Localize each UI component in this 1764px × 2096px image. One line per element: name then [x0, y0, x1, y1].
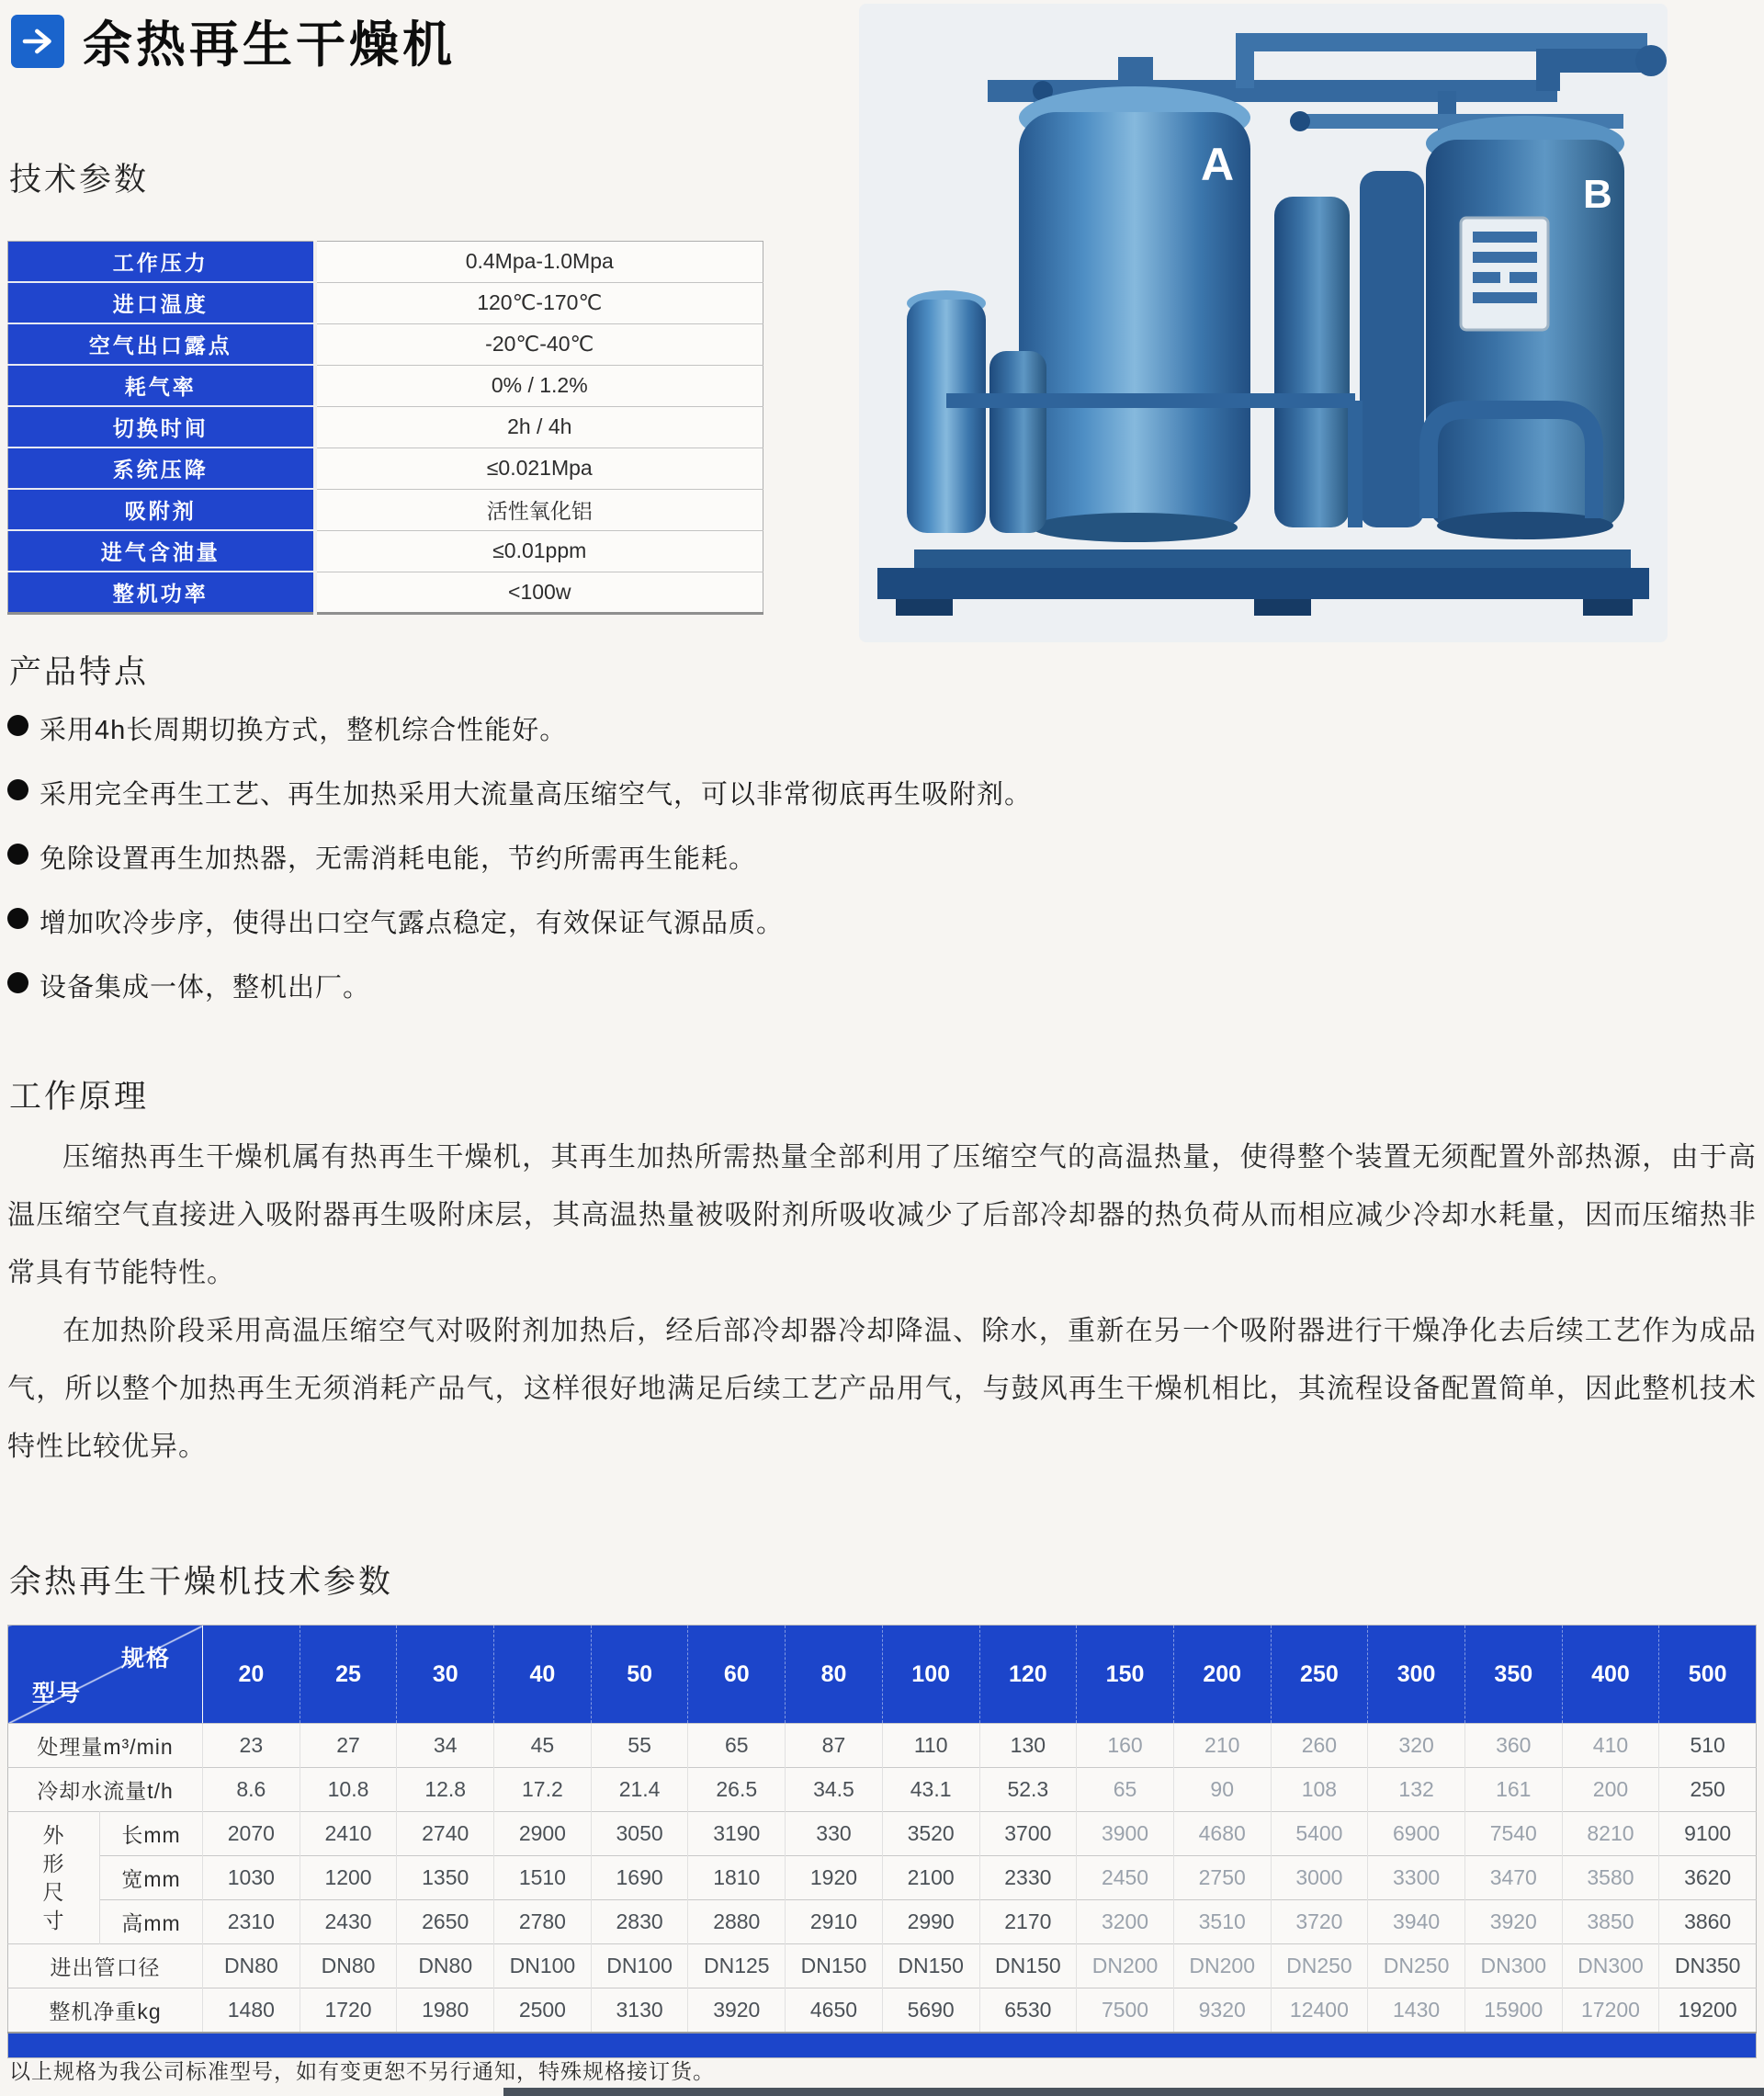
model-cell: 5690: [882, 1988, 979, 2034]
model-table-heading: 余热再生干燥机技术参数: [9, 1564, 394, 1600]
model-cell: 3720: [1271, 1900, 1368, 1944]
model-cell: 9100: [1659, 1812, 1757, 1856]
model-cell: 6900: [1368, 1812, 1465, 1856]
spec-row: [8, 406, 763, 448]
feature-text: 增加吹冷步序，使得出口空气露点稳定，有效保证气源品质。: [40, 909, 785, 938]
model-cell: 2780: [494, 1900, 592, 1944]
feature-text: 采用4h长周期切换方式，整机综合性能好。: [40, 716, 568, 745]
model-cell: 9320: [1173, 1988, 1271, 2034]
model-cell: 2880: [688, 1900, 786, 1944]
spec-value: 活性氧化铝: [315, 489, 763, 530]
model-cell: 2500: [494, 1988, 592, 2034]
model-cell: 26.5: [688, 1768, 786, 1812]
model-cell: 3620: [1659, 1856, 1757, 1900]
model-cell: 3700: [979, 1812, 1077, 1856]
model-cell: 330: [786, 1812, 883, 1856]
model-col-header: 60: [688, 1626, 786, 1724]
model-cell: 17200: [1562, 1988, 1659, 2034]
feature-item: [7, 709, 1753, 747]
tank-a-label: A: [1201, 139, 1235, 190]
bullet-icon: [7, 908, 28, 929]
model-col-header: 500: [1659, 1626, 1757, 1724]
model-cell: DN150: [882, 1944, 979, 1988]
spec-section-heading: 技术参数: [9, 162, 150, 198]
tank-a: [1019, 57, 1250, 542]
spec-value: <100w: [315, 572, 763, 614]
model-cell: 19200: [1659, 1988, 1757, 2034]
spec-row: [8, 323, 763, 365]
spec-label: 空气出口露点: [8, 323, 315, 365]
spec-value: ≤0.021Mpa: [315, 448, 763, 489]
model-cell: 3510: [1173, 1900, 1271, 1944]
tank-b-label: B: [1583, 172, 1612, 217]
model-cell: DN80: [203, 1944, 300, 1988]
model-cell: 3860: [1659, 1900, 1757, 1944]
model-cell: 2310: [203, 1900, 300, 1944]
model-col-header: 300: [1368, 1626, 1465, 1724]
corner-model-label: 型号: [32, 1681, 83, 1706]
model-cell: 2430: [300, 1900, 397, 1944]
feature-text: 设备集成一体，整机出厂。: [40, 973, 371, 1003]
model-cell: 160: [1077, 1724, 1174, 1768]
model-cell: DN200: [1173, 1944, 1271, 1988]
spec-value: -20℃-40℃: [315, 323, 763, 365]
model-col-header: 120: [979, 1626, 1077, 1724]
model-row-label: 高mm: [100, 1900, 203, 1944]
model-cell: 130: [979, 1724, 1077, 1768]
model-row-label: 处理量m³/min: [8, 1724, 203, 1768]
model-cell: 5400: [1271, 1812, 1368, 1856]
model-cell: 7540: [1464, 1812, 1562, 1856]
model-cell: DN250: [1368, 1944, 1465, 1988]
model-cell: 360: [1464, 1724, 1562, 1768]
model-cell: 27: [300, 1724, 397, 1768]
model-cell: 4650: [786, 1988, 883, 2034]
model-group-label: 外形尺寸: [8, 1812, 100, 1944]
model-cell: 43.1: [882, 1768, 979, 1812]
model-cell: DN80: [397, 1944, 494, 1988]
model-cell: 6530: [979, 1988, 1077, 2034]
principle-paragraph: 压缩热再生干燥机属有热再生干燥机，其再生加热所需热量全部利用了压缩空气的高温热量，使得整个装置无须配置外部热源，由于高温压缩空气直接进入吸附器再生吸附床层，其高温热量被吸附剂所吸收减少了后部冷却器的热负荷从而相应减少冷却水耗量，因而压缩热非常具有节能特性。: [7, 1142, 1757, 1288]
model-col-header: 80: [786, 1626, 883, 1724]
spec-value: 2h / 4h: [315, 406, 763, 448]
model-row-label: 长mm: [100, 1812, 203, 1856]
feature-item: [7, 838, 1753, 876]
model-cell: 510: [1659, 1724, 1757, 1768]
bullet-icon: [7, 715, 28, 736]
spec-row: [8, 365, 763, 406]
model-cell: DN100: [494, 1944, 592, 1988]
model-cell: 7500: [1077, 1988, 1174, 2034]
arrow-right-icon: [11, 15, 64, 68]
page-header: [11, 6, 456, 76]
model-cell: 34.5: [786, 1768, 883, 1812]
model-cell: 52.3: [979, 1768, 1077, 1812]
model-cell: 3940: [1368, 1900, 1465, 1944]
spec-value: ≤0.01ppm: [315, 530, 763, 572]
model-col-header: 25: [300, 1626, 397, 1724]
model-cell: 3850: [1562, 1900, 1659, 1944]
model-cell: 3580: [1562, 1856, 1659, 1900]
spec-row: [8, 530, 763, 572]
model-cell: 1030: [203, 1856, 300, 1900]
model-cell: 2410: [300, 1812, 397, 1856]
model-cell: 1430: [1368, 1988, 1465, 2034]
spec-row: [8, 572, 763, 614]
model-row-label: 宽mm: [100, 1856, 203, 1900]
features-list: [7, 709, 1753, 1031]
spec-value: 0.4Mpa-1.0Mpa: [315, 242, 763, 283]
model-cell: 23: [203, 1724, 300, 1768]
features-section-heading: 产品特点: [9, 654, 150, 690]
model-cell: 12400: [1271, 1988, 1368, 2034]
spec-label: 整机功率: [8, 572, 315, 614]
model-cell: 87: [786, 1724, 883, 1768]
model-col-header: 150: [1077, 1626, 1174, 1724]
model-cell: 1200: [300, 1856, 397, 1900]
model-cell: 108: [1271, 1768, 1368, 1812]
model-cell: 1720: [300, 1988, 397, 2034]
principle-section-heading: 工作原理: [9, 1079, 150, 1115]
principle-paragraph: 在加热阶段采用高温压缩空气对吸附剂加热后，经后部冷却器冷却降温、除水，重新在另一个吸附器进行干燥净化去后续工艺作为成品气，所以整个加热再生无须消耗产品气，这样很好地满足后续工艺产品用气，与鼓风再生干燥机相比，其流程设备配置简单，因此整机技术特性比较优异。: [7, 1316, 1757, 1462]
model-cell: 3920: [688, 1988, 786, 2034]
model-cell: 3130: [591, 1988, 688, 2034]
model-col-header: 400: [1562, 1626, 1659, 1724]
model-cell: 410: [1562, 1724, 1659, 1768]
model-cell: 3300: [1368, 1856, 1465, 1900]
page-title: 余热再生干燥机: [83, 17, 456, 73]
spec-label: 工作压力: [8, 242, 315, 283]
spec-table: [7, 241, 763, 615]
model-cell: 210: [1173, 1724, 1271, 1768]
feature-text: 采用完全再生工艺、再生加热采用大流量高压缩空气，可以非常彻底再生吸附剂。: [40, 780, 1033, 810]
model-cell: 3520: [882, 1812, 979, 1856]
model-cell: 2740: [397, 1812, 494, 1856]
model-cell: 2900: [494, 1812, 592, 1856]
model-cell: 65: [688, 1724, 786, 1768]
model-cell: 1810: [688, 1856, 786, 1900]
bullet-icon: [7, 844, 28, 865]
corner-spec-label: 规格: [120, 1646, 171, 1671]
feature-item: [7, 967, 1753, 1004]
principle-paragraphs: [7, 1128, 1757, 1476]
model-col-header: 50: [591, 1626, 688, 1724]
model-row: [8, 1856, 1757, 1900]
model-cell: 3200: [1077, 1900, 1174, 1944]
model-cell: 161: [1464, 1768, 1562, 1812]
model-cell: 260: [1271, 1724, 1368, 1768]
model-cell: 90: [1173, 1768, 1271, 1812]
feature-item: [7, 774, 1753, 811]
model-cell: 1350: [397, 1856, 494, 1900]
model-cell: 17.2: [494, 1768, 592, 1812]
model-cell: 3050: [591, 1812, 688, 1856]
spec-value: 0% / 1.2%: [315, 365, 763, 406]
model-cell: DN125: [688, 1944, 786, 1988]
model-cell: 2070: [203, 1812, 300, 1856]
model-row: [8, 1944, 1757, 1988]
model-row: [8, 1812, 1757, 1856]
model-cell: 2450: [1077, 1856, 1174, 1900]
model-row-label: 进出管口径: [8, 1944, 203, 1988]
model-cell: 2910: [786, 1900, 883, 1944]
model-cell: 3000: [1271, 1856, 1368, 1900]
model-cell: 2750: [1173, 1856, 1271, 1900]
model-cell: DN350: [1659, 1944, 1757, 1988]
model-cell: DN300: [1562, 1944, 1659, 1988]
model-cell: 10.8: [300, 1768, 397, 1812]
model-cell: 12.8: [397, 1768, 494, 1812]
model-cell: DN150: [786, 1944, 883, 1988]
model-cell: 250: [1659, 1768, 1757, 1812]
model-cell: DN100: [591, 1944, 688, 1988]
model-cell: DN150: [979, 1944, 1077, 1988]
model-cell: 34: [397, 1724, 494, 1768]
spec-label: 吸附剂: [8, 489, 315, 530]
model-row-label: 整机净重kg: [8, 1988, 203, 2034]
model-cell: 1920: [786, 1856, 883, 1900]
model-cell: DN200: [1077, 1944, 1174, 1988]
model-cell: 65: [1077, 1768, 1174, 1812]
bullet-icon: [7, 972, 28, 993]
model-cell: 3190: [688, 1812, 786, 1856]
spec-row: [8, 242, 763, 283]
model-cell: 2650: [397, 1900, 494, 1944]
model-cell: 2100: [882, 1856, 979, 1900]
model-cell: 1980: [397, 1988, 494, 2034]
model-corner-cell: [8, 1626, 203, 1724]
spec-label: 进气含油量: [8, 530, 315, 572]
model-cell: DN300: [1464, 1944, 1562, 1988]
model-cell: 4680: [1173, 1812, 1271, 1856]
model-row-label: 冷却水流量t/h: [8, 1768, 203, 1812]
footer-note: 以上规格为我公司标准型号，如有变更恕不另行通知，特殊规格接订货。: [9, 2059, 715, 2083]
model-cell: 110: [882, 1724, 979, 1768]
model-cell: 132: [1368, 1768, 1465, 1812]
model-col-header: 40: [494, 1626, 592, 1724]
model-cell: 2330: [979, 1856, 1077, 1900]
model-cell: 3900: [1077, 1812, 1174, 1856]
model-table: [7, 1625, 1757, 2058]
model-col-header: 100: [882, 1626, 979, 1724]
model-row: [8, 1900, 1757, 1944]
model-cell: DN80: [300, 1944, 397, 1988]
spec-label: 耗气率: [8, 365, 315, 406]
model-cell: 8210: [1562, 1812, 1659, 1856]
model-row: [8, 1768, 1757, 1812]
model-cell: 2170: [979, 1900, 1077, 1944]
model-row: [8, 1724, 1757, 1768]
spec-label: 进口温度: [8, 282, 315, 323]
spec-row: [8, 282, 763, 323]
model-row: [8, 1988, 1757, 2034]
model-cell: 45: [494, 1724, 592, 1768]
model-col-header: 20: [203, 1626, 300, 1724]
product-photo: [859, 4, 1668, 642]
spec-label: 系统压降: [8, 448, 315, 489]
model-cell: 3920: [1464, 1900, 1562, 1944]
spec-row: [8, 448, 763, 489]
model-cell: 200: [1562, 1768, 1659, 1812]
model-cell: 21.4: [591, 1768, 688, 1812]
model-cell: 320: [1368, 1724, 1465, 1768]
model-cell: 1480: [203, 1988, 300, 2034]
model-cell: 3470: [1464, 1856, 1562, 1900]
model-col-header: 30: [397, 1626, 494, 1724]
bullet-icon: [7, 779, 28, 800]
control-panel: [1461, 218, 1548, 330]
spec-label: 切换时间: [8, 406, 315, 448]
model-cell: 2990: [882, 1900, 979, 1944]
model-cell: 2830: [591, 1900, 688, 1944]
model-cell: 55: [591, 1724, 688, 1768]
spec-row: [8, 489, 763, 530]
model-col-header: 200: [1173, 1626, 1271, 1724]
model-col-header: 350: [1464, 1626, 1562, 1724]
page-edge-shadow: [503, 2088, 1764, 2096]
feature-item: [7, 902, 1753, 940]
spec-value: 120℃-170℃: [315, 282, 763, 323]
model-col-header: 250: [1271, 1626, 1368, 1724]
model-cell: 15900: [1464, 1988, 1562, 2034]
model-cell: 1510: [494, 1856, 592, 1900]
model-cell: 1690: [591, 1856, 688, 1900]
model-cell: DN250: [1271, 1944, 1368, 1988]
model-cell: 8.6: [203, 1768, 300, 1812]
feature-text: 免除设置再生加热器，无需消耗电能，节约所需再生能耗。: [40, 844, 757, 874]
model-header-row: [8, 1626, 1757, 1724]
